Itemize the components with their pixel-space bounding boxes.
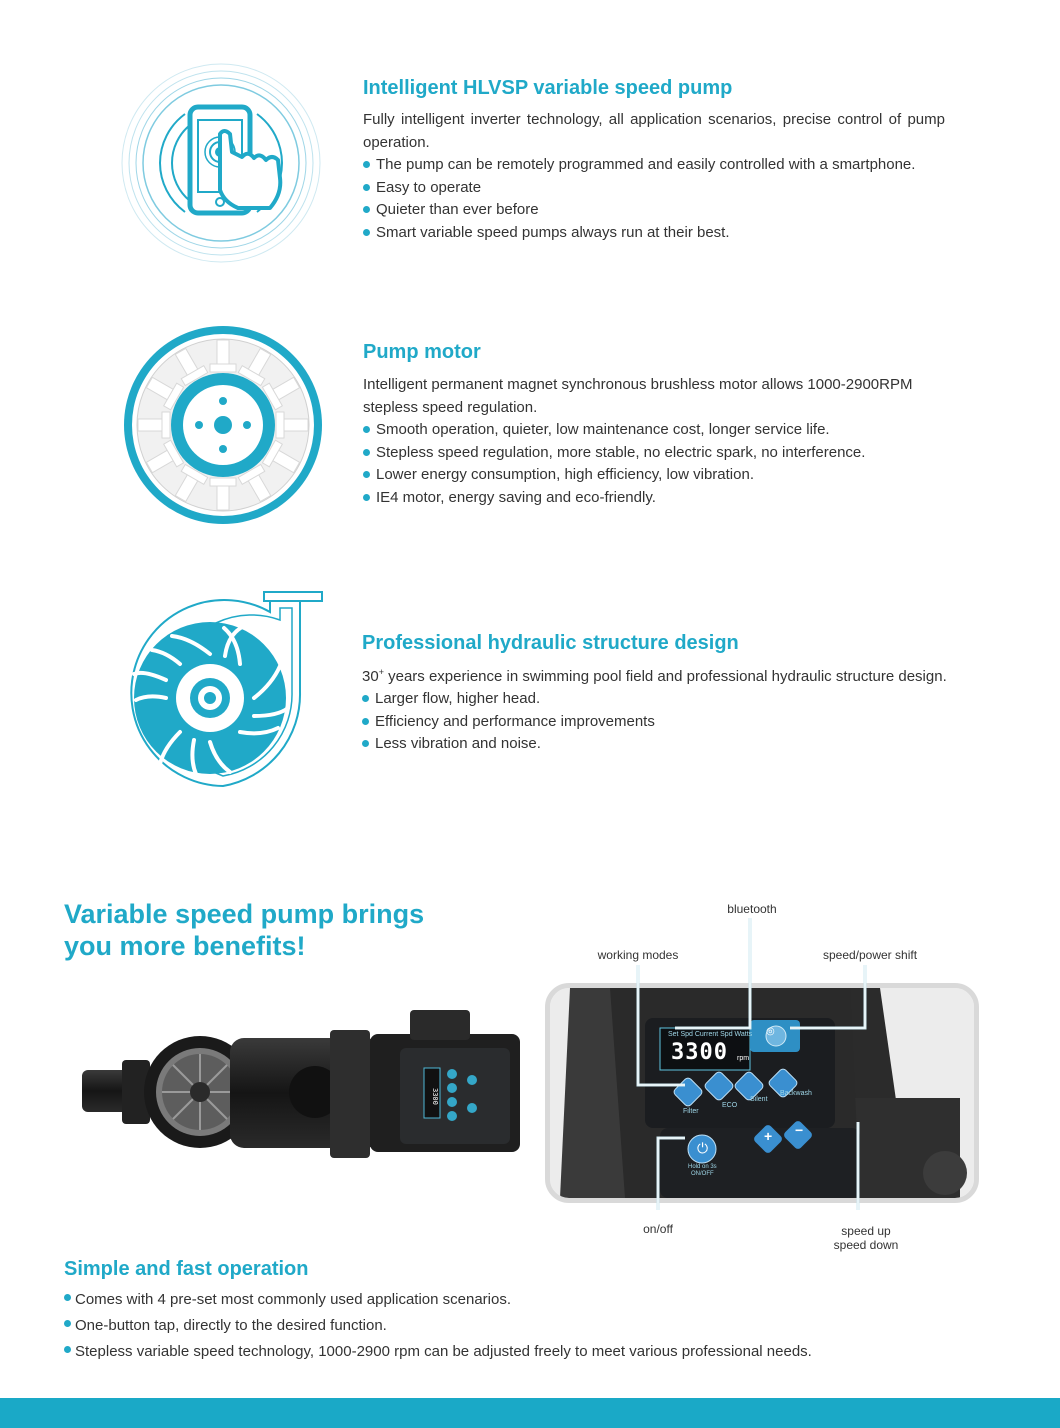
callout-leader-lines [540,910,980,1240]
motor-stator-icon [122,324,324,526]
smartphone-touch-icon [120,62,322,264]
mode-eco-label: ECO [722,1102,738,1109]
power-icon: ⏻ [697,1140,709,1156]
plus-icon: + [764,1128,773,1144]
feature-description: Intelligent permanent magnet synchronous brushless motor allows 1000-2900RPM stepless speed regulation. [363,376,913,416]
feature-description [362,661,962,688]
list-item: Comes with 4 pre-set most commonly used application scenarios. [64,1287,964,1313]
operation-title: Simple and fast operation [64,1258,309,1280]
list-item: Smart variable speed pumps always run at their best. [363,222,945,245]
feature-bullet-list [363,154,945,245]
footer-bar [0,1398,1060,1428]
rpm-unit: rpm [737,1055,750,1062]
speed-shift-icon: ◎ [766,1026,775,1037]
feature-bullet-list [362,688,962,756]
callout-working-modes: working modes [597,948,679,962]
operation-bullet-list [64,1287,964,1365]
display-tabs: Set Spd Current Spd Watts [668,1031,753,1038]
mode-silent-label: Silent [750,1096,768,1103]
list-item: Easy to operate [363,177,945,200]
benefits-heading [64,898,524,962]
heading-line: Variable speed pump brings [64,899,425,929]
callout-on-off: on/off [643,1222,673,1236]
list-item: Quieter than ever before [363,199,945,222]
callout-bluetooth: bluetooth [727,902,777,916]
list-item: Lower energy consumption, high efficiency, low vibration. [363,464,945,487]
rpm-display: 3300 [671,1040,728,1065]
minus-icon: − [795,1122,804,1138]
list-item: Stepless speed regulation, more stable, no electric spark, no interference. [363,442,945,465]
mode-filter-label: Filter [683,1108,699,1115]
feature-bullet-list [363,419,945,510]
callout-speed-power-shift: speed/power shift [822,948,918,962]
list-item: IE4 motor, energy saving and eco-friendly. [363,487,945,510]
list-item: The pump can be remotely programmed and easily controlled with a smartphone. [363,154,945,177]
feature-title: Intelligent HLVSP variable speed pump [363,77,733,99]
plus-superscript: + [378,667,384,677]
feature-title: Professional hydraulic structure design [362,632,739,654]
feature-title: Pump motor [363,341,481,363]
impeller-volute-icon [120,590,326,792]
list-item: Smooth operation, quieter, low maintenance cost, longer service life. [363,419,945,442]
heading-line: you more benefits! [64,931,306,961]
feature-description: Fully intelligent inverter technology, all application scenarios, precise control of pump operation. [363,111,945,151]
callout-speed-down: speed down [833,1238,899,1252]
list-item: Less vibration and noise. [362,733,962,756]
description-text: years experience in swimming pool field and professional hydraulic structure design. [383,668,947,685]
list-item: One-button tap, directly to the desired function. [64,1313,964,1339]
years-number: 30 [362,668,379,685]
power-hint-line: ON/OFF [691,1171,714,1177]
mini-display-value: 3300 [431,1088,439,1105]
mode-backwash-label: Backwash [780,1090,812,1097]
pump-product-image [80,1008,525,1178]
list-item: Larger flow, higher head. [362,688,962,711]
list-item: Efficiency and performance improvements [362,711,962,734]
callout-speed [820,1224,912,1252]
list-item: Stepless variable speed technology, 1000-2900 rpm can be adjusted freely to meet various professional needs. [64,1339,964,1365]
callout-speed-up: speed up [841,1224,891,1238]
power-hint-line: Hold on 3s [688,1164,717,1170]
